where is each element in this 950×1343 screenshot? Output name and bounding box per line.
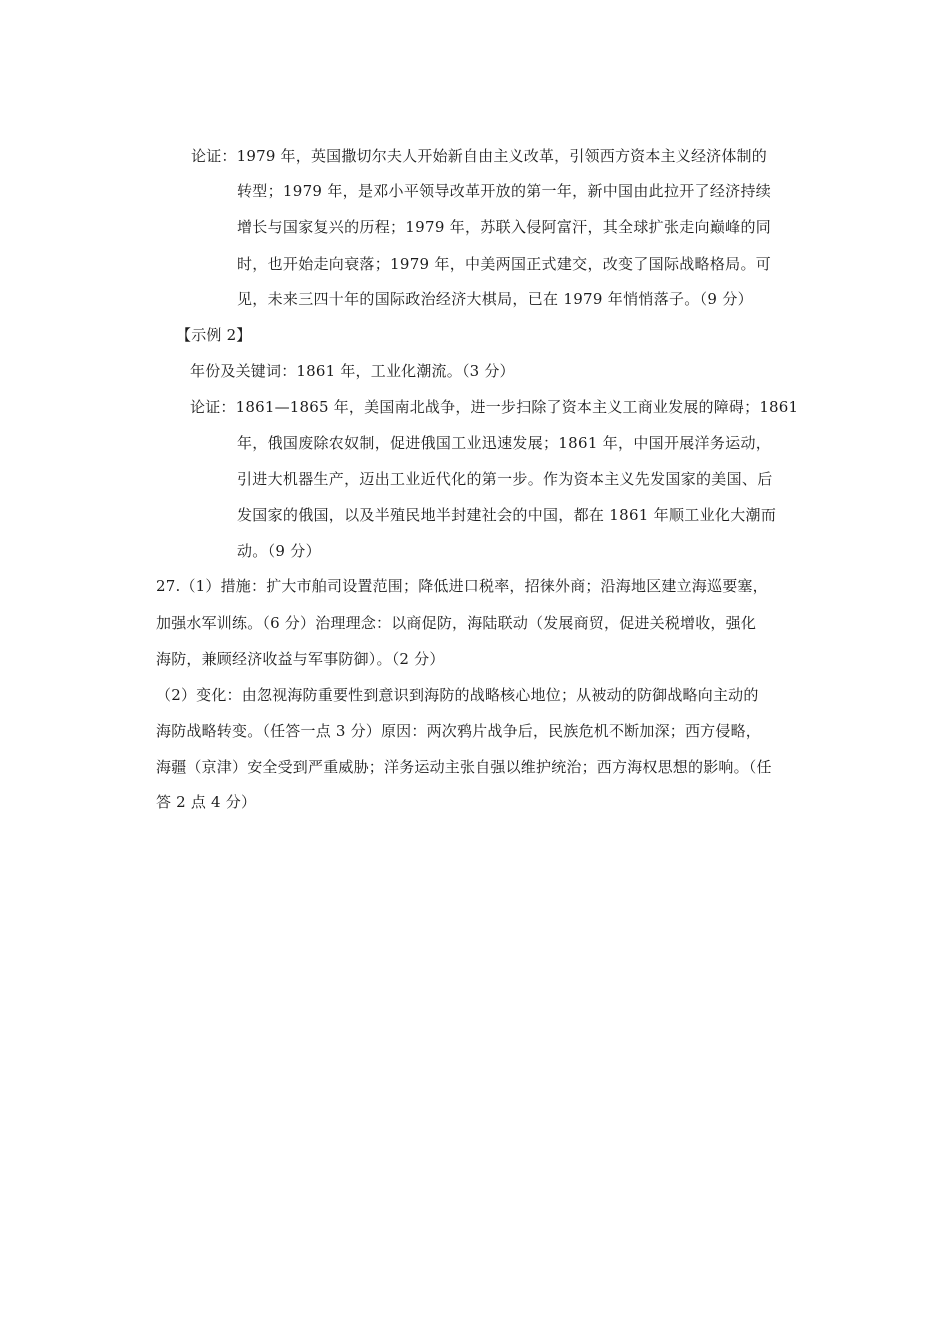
q27-part1-line-2: 加强水军训练。（6 分）治理理念：以商促防，海陆联动（发展商贸，促进关税增收，强化	[156, 614, 757, 632]
example2-argument-line-1: 论证：1861—1865 年，美国南北战争，进一步扫除了资本主义工商业发展的障碍；1861	[190, 398, 799, 416]
q27-part1-line-3: 海防，兼顾经济收益与军事防御）。（2 分）	[156, 650, 445, 668]
example2-argument-line-2: 年，俄国废除农奴制，促进俄国工业迅速发展；1861 年，中国开展洋务运动，	[237, 434, 772, 452]
q27-part1-line-1: 27.（1）措施：扩大市舶司设置范围；降低进口税率，招徕外商；沿海地区建立海巡要塞，	[156, 577, 768, 595]
example2-argument-line-5: 动。（9 分）	[237, 542, 321, 560]
q27-part2-line-4: 答 2 点 4 分）	[156, 793, 257, 811]
q27-part2-line-2: 海防战略转变。（任答一点 3 分）原因：两次鸦片战争后，民族危机不断加深；西方侵略，	[156, 722, 761, 740]
example2-heading: 【示例 2】	[176, 326, 252, 344]
example2-argument-line-3: 引进大机器生产，迈出工业近代化的第一步。作为资本主义先发国家的美国、后	[237, 470, 773, 488]
q27-part2-line-1: （2）变化：由忽视海防重要性到意识到海防的战略核心地位；从被动的防御战略向主动的	[156, 686, 759, 704]
example1-argument-line-3: 增长与国家复兴的历程；1979 年，苏联入侵阿富汗，其全球扩张走向巅峰的同	[237, 218, 772, 236]
example1-argument-line-2: 转型；1979 年，是邓小平领导改革开放的第一年，新中国由此拉开了经济持续	[237, 182, 772, 200]
example1-argument-line-5: 见，未来三四十年的国际政治经济大棋局，已在 1979 年悄悄落子。（9 分）	[237, 290, 753, 308]
example2-keywords: 年份及关键词：1861 年，工业化潮流。（3 分）	[190, 362, 515, 380]
q27-part2-line-3: 海疆（京津）安全受到严重威胁；洋务运动主张自强以维护统治；西方海权思想的影响。（任	[156, 758, 772, 776]
example1-argument-line-1: 论证：1979 年，英国撒切尔夫人开始新自由主义改革，引领西方资本主义经济体制的	[191, 147, 767, 165]
example2-argument-line-4: 发国家的俄国，以及半殖民地半封建社会的中国，都在 1861 年顺工业化大潮而	[237, 506, 777, 524]
example1-argument-line-4: 时，也开始走向衰落；1979 年，中美两国正式建交，改变了国际战略格局。可	[237, 255, 772, 273]
